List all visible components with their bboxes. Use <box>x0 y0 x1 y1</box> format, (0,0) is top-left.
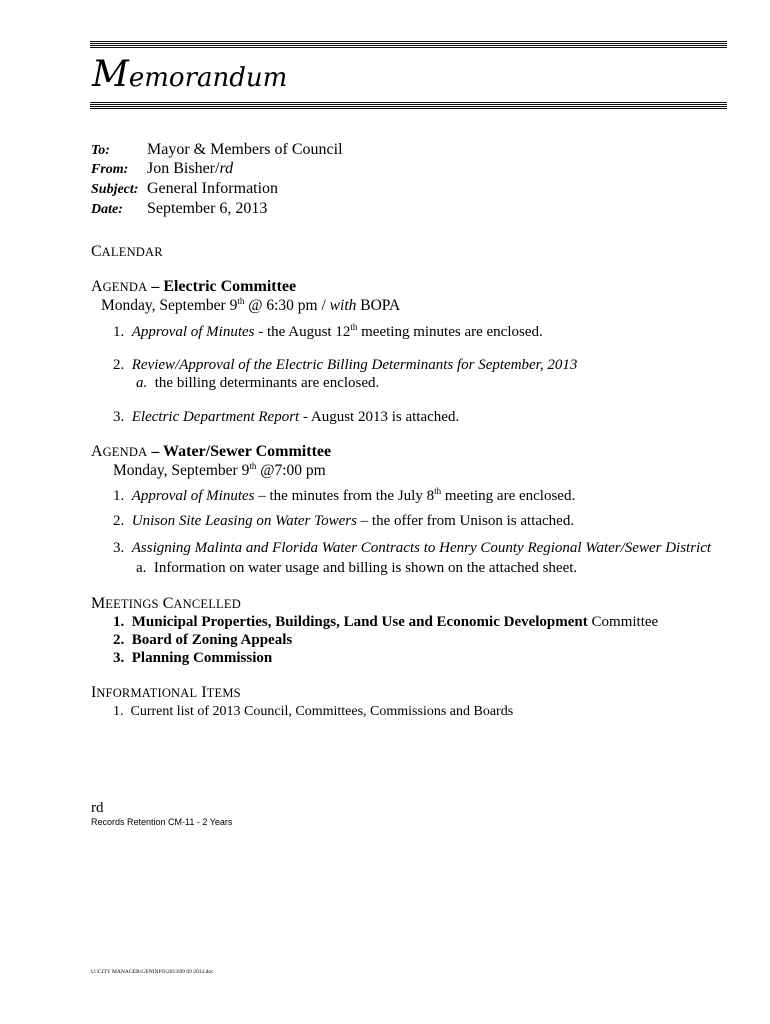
agenda-water-time: Monday, September 9th @7:00 pm <box>113 461 326 479</box>
water-item-3a: a. Information on water usage and billing is shown on the attached sheet. <box>136 560 578 576</box>
records-retention: Records Retention CM-11 - 2 Years <box>91 817 233 827</box>
cancelled-item-1: 1. Municipal Properties, Buildings, Land Use and Economic Development Committee <box>113 614 659 630</box>
agenda-electric-time: Monday, September 9th @ 6:30 pm / with BOPA <box>101 296 401 314</box>
agenda-electric-heading: AGENDA – Electric Committee <box>91 278 297 295</box>
electric-item-2a: a. the billing determinants are enclosed. <box>136 375 380 391</box>
calendar-heading: CALENDAR <box>91 243 163 260</box>
cancelled-item-3: 3. Planning Commission <box>113 650 273 666</box>
electric-item-3: 3. Electric Department Report - August 2013 is attached. <box>113 409 460 425</box>
agenda-water-heading: AGENDA – Water/Sewer Committee <box>91 443 332 460</box>
subject-value: General Information <box>147 180 279 197</box>
cancelled-item-2: 2. Board of Zoning Appeals <box>113 632 293 648</box>
informational-heading: INFORMATIONAL ITEMS <box>91 684 241 701</box>
subject-label: Subject: <box>91 182 139 197</box>
date-value: September 6, 2013 <box>147 200 268 217</box>
title-rule <box>90 102 727 110</box>
file-path: U:\CITY MANAGER\GENINFO\2013\09 09 2013.doc <box>91 969 214 975</box>
memo-title: Memorandum <box>92 54 288 95</box>
meetings-cancelled-heading: MEETINGS CANCELLED <box>91 595 241 612</box>
date-label: Date: <box>91 202 123 217</box>
from-value: Jon Bisher/rd <box>147 160 234 177</box>
from-label: From: <box>91 162 129 177</box>
water-item-1: 1. Approval of Minutes – the minutes from the July 8th meeting are enclosed. <box>113 486 576 504</box>
to-label: To: <box>91 143 110 158</box>
footer-initials: rd <box>91 800 104 816</box>
electric-item-1: 1. Approval of Minutes - the August 12th meeting minutes are enclosed. <box>113 322 543 340</box>
water-item-2: 2. Unison Site Leasing on Water Towers – the offer from Unison is attached. <box>113 513 575 529</box>
water-item-3: 3. Assigning Malinta and Florida Water Contracts to Henry County Regional Water/Sewer District <box>113 540 712 556</box>
to-value: Mayor & Members of Council <box>147 141 343 158</box>
electric-item-2: 2. Review/Approval of the Electric Billing Determinants for September, 2013 <box>113 357 578 373</box>
info-item-1: 1. Current list of 2013 Council, Committees, Commissions and Boards <box>113 704 514 719</box>
top-rule <box>90 41 727 49</box>
